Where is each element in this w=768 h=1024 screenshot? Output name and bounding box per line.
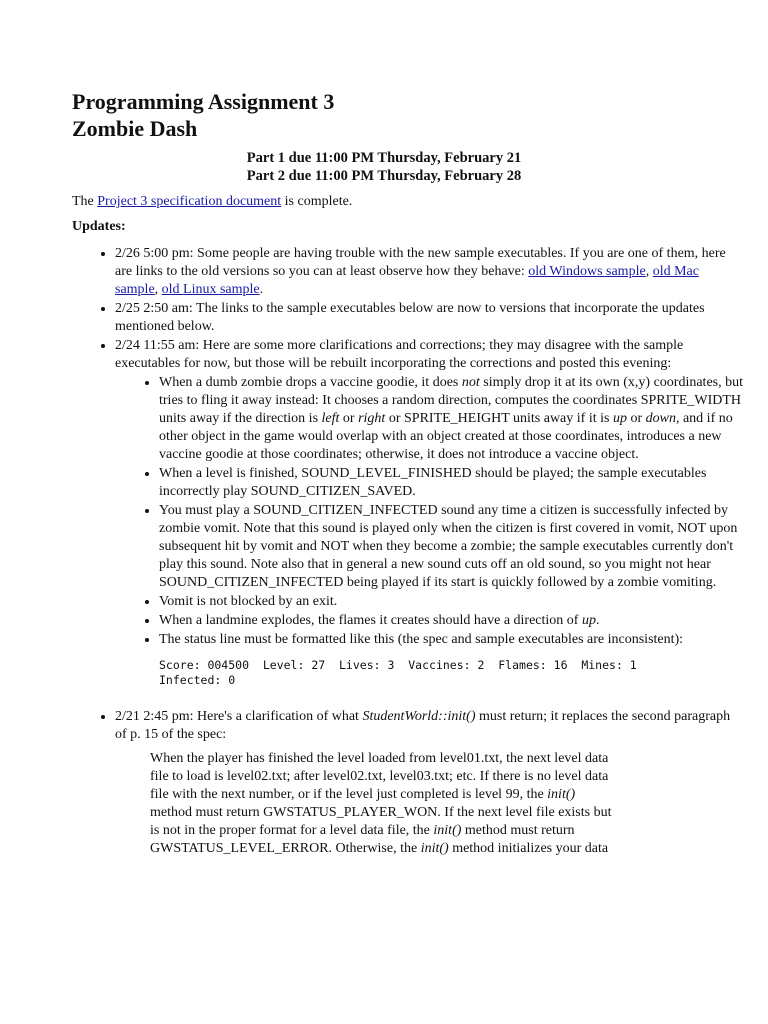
intro-paragraph: [72, 193, 352, 211]
updates-list: [72, 245, 745, 859]
old-linux-sample-link[interactable]: old Linux sample: [161, 282, 260, 297]
updates-heading: Updates:: [72, 219, 126, 234]
update-item: • 2/21 2:45 pm: Here's a clarification of what StudentWorld::init() must return; it replaces the second paragraph of p. 15 of the spec: When the player has finished the level loaded from level01.txt, the next level data file to load is level02.txt; after level02.txt, level03.txt; etc. If there is no level data file with the next number, or if the level just completed is level 99, the init() method must return GWSTATUS_PLAYER_WON. If the next level file exists but is not in the proper format for a level data file, the init() method must return GWSTATUS_LEVEL_ERROR. Otherwise, the init() method initializes your data: [115, 708, 745, 858]
update-item: • 2/26 5:00 pm: Some people are having trouble with the new sample executables. If you are one of them, here are links to the old versions so you can at least observe how they behave: old Windows sample, old Mac sample, old Linux sample.: [115, 245, 745, 299]
status-line-example: Score: 004500 Level: 27 Lives: 3 Vaccines: 2 Flames: 16 Mines: 1 Infected: 0: [159, 658, 637, 687]
clarification-item: • Vomit is not blocked by an exit.: [159, 593, 743, 611]
intro-text-before: The: [72, 194, 98, 209]
clarifications-list: [115, 374, 743, 688]
clarification-item: • When a landmine explodes, the flames it creates should have a direction of up.: [159, 612, 743, 630]
spec-document-link[interactable]: Project 3 specification document: [97, 194, 282, 209]
due-dates: [0, 149, 768, 185]
title-line-2: Zombie Dash: [72, 116, 198, 141]
intro-text-after: is complete.: [281, 194, 353, 209]
spec-replacement-quote: When the player has finished the level loaded from level01.txt, the next level data file to load is level02.txt; after level02.txt, level03.txt; etc. If there is no level data file with the next number, or if the level just completed is level 99, the init() method must return GWSTATUS_PLAYER_WON. If the next level file exists but is not in the proper format for a level data file, the init() method must return GWSTATUS_LEVEL_ERROR. Otherwise, the init() method initializes your data: [150, 751, 612, 856]
due-part-2: Part 2 due 11:00 PM Thursday, February 28: [246, 168, 522, 184]
old-windows-sample-link[interactable]: old Windows sample: [528, 264, 646, 279]
update-item: • 2/24 11:55 am: Here are some more clarifications and corrections; they may disagree with the sample executables for now, but those will be rebuilt incorporating the corrections and posted this evening: • When a dumb zombie drops a vaccine goodie, it does not simply drop it at its own (x,y) coordinates, but tries to fling it away instead: It chooses a random direction, computes the coordinates SPRITE_WIDTH units away if the direction is left or right or SPRITE_HEIGHT units away if it is up or down, and if no other object in the game would overlap with an object created at those coordinates, introduces a new vaccine goodie at those coordinates; otherwise, it does not introduce a vaccine object. • When a level is finished, SOUND_LEVEL_FINISHED should be played; the sample executables incorrectly play SOUND_CITIZEN_SAVED. • You must play a SOUND_CITIZEN_INFECTED sound any time a citizen is successfully infected by zombie vomit. Note that this sound is played only when the citizen is first covered in vomit, NOT upon subsequent hit by vomit and NOT when they become a zombie; the sample executables currently don't play this sound. Note also that in general a new sound cuts off an old sound, so you might not hear SOUND_CITIZEN_INFECTED being played if its start is quickly followed by a zombie vomiting. • Vomit is not blocked by an exit. • When a landmine explodes, the flames it creates should have a direction of up. • The status line must be formatted like this (the spec and sample executables are inconsistent): Score: 004500 Level: 27 Lives: 3 Vaccines: 2 Flames: 16 Mines: 1 Infected: 0: [115, 337, 745, 688]
clarification-item: • You must play a SOUND_CITIZEN_INFECTED sound any time a citizen is successfully infected by zombie vomit. Note that this sound is played only when the citizen is first covered in vomit, NOT upon subsequent hit by vomit and NOT when they become a zombie; the sample executables currently don't play this sound. Note also that in general a new sound cuts off an old sound, so you might not hear SOUND_CITIZEN_INFECTED being played if its start is quickly followed by a zombie vomiting.: [159, 502, 743, 592]
page-title: [72, 88, 334, 142]
clarification-item: • The status line must be formatted like this (the spec and sample executables are inconsistent): Score: 004500 Level: 27 Lives: 3 Vaccines: 2 Flames: 16 Mines: 1 Infected: 0: [159, 631, 743, 688]
clarification-item: • When a dumb zombie drops a vaccine goodie, it does not simply drop it at its own (x,y) coordinates, but tries to fling it away instead: It chooses a random direction, computes the coordinates SPRITE_WIDTH units away if the direction is left or right or SPRITE_HEIGHT units away if it is up or down, and if no other object in the game would overlap with an object created at those coordinates, introduces a new vaccine goodie at those coordinates; otherwise, it does not introduce a vaccine object.: [159, 374, 743, 464]
due-part-1: Part 1 due 11:00 PM Thursday, February 21: [246, 150, 522, 166]
old-mac-sample-link[interactable]: old Mac sample: [115, 264, 699, 297]
update-item: • 2/25 2:50 am: The links to the sample executables below are now to versions that incorporate the updates mentioned below.: [115, 300, 745, 336]
title-line-1: Programming Assignment 3: [72, 89, 335, 114]
clarification-item: • When a level is finished, SOUND_LEVEL_FINISHED should be played; the sample executables incorrectly play SOUND_CITIZEN_SAVED.: [159, 465, 743, 501]
